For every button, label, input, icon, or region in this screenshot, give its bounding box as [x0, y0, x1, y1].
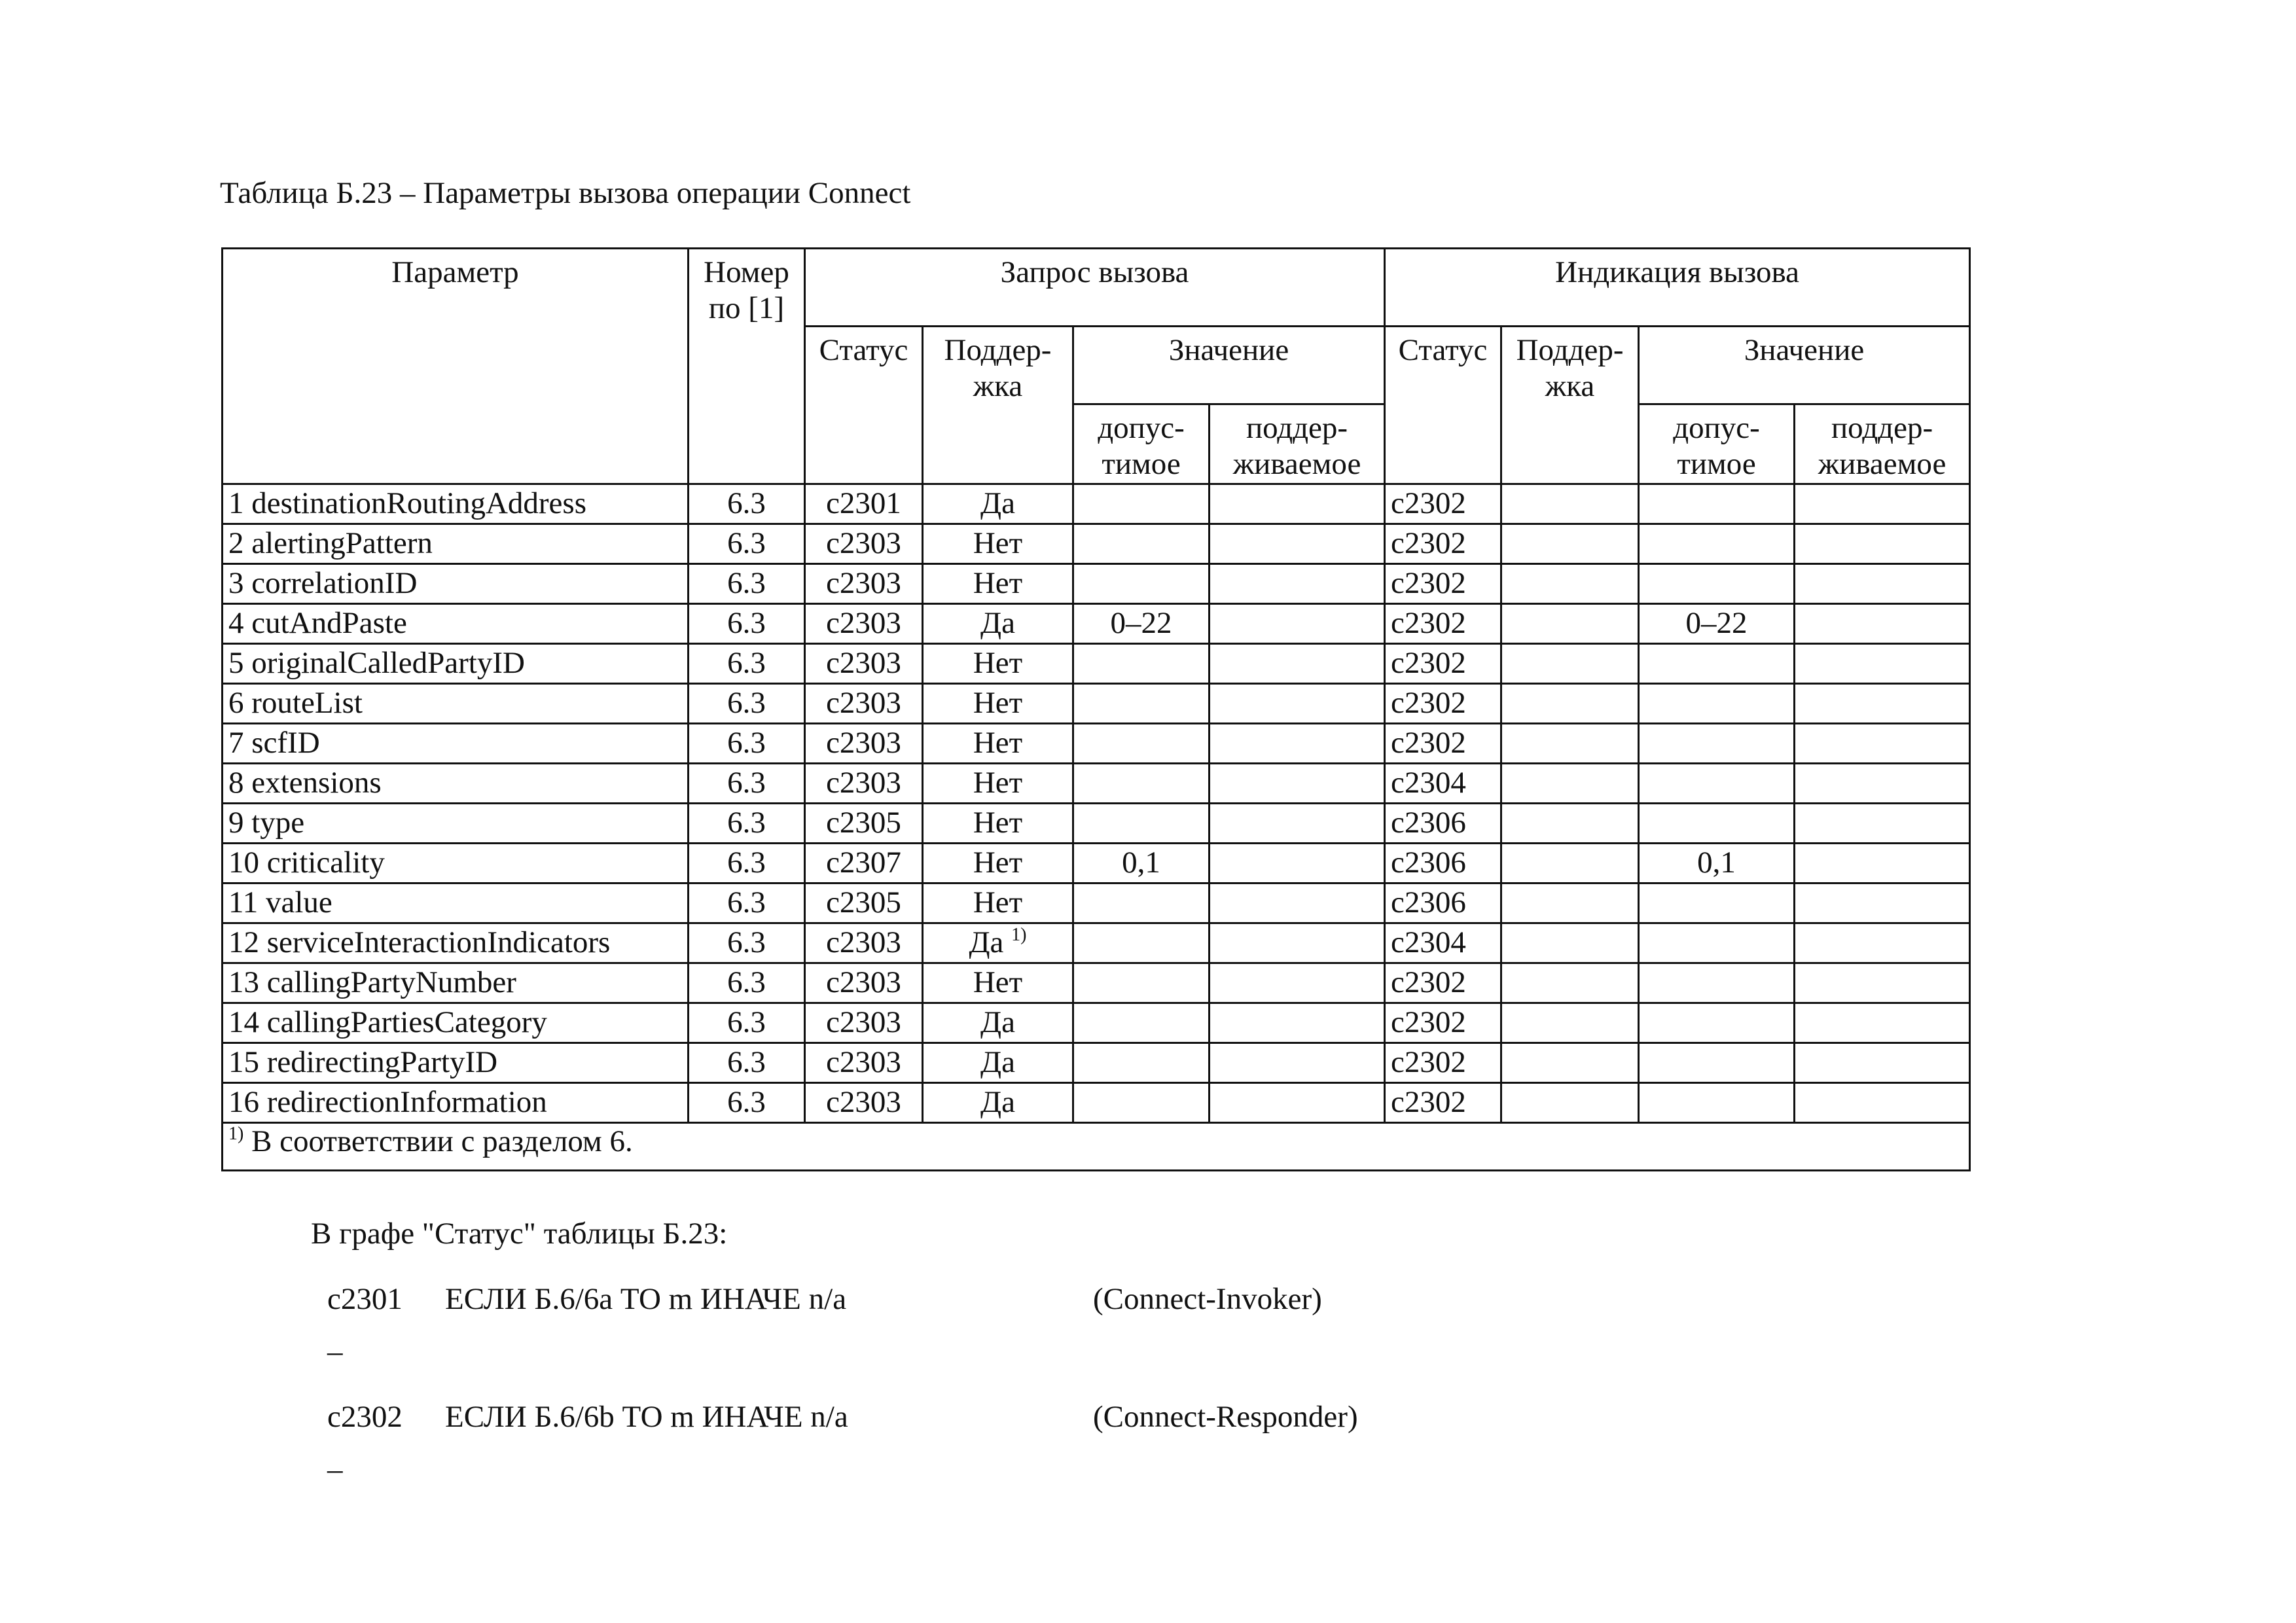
cell-number: [689, 763, 805, 803]
cell-request-status: [805, 643, 923, 683]
cell-request-support: [923, 923, 1073, 963]
cell-request-allowed: [1073, 843, 1210, 883]
cell-request-supported: [1210, 643, 1385, 683]
cell-request-support: [923, 803, 1073, 843]
cell-request-status-text: c2303: [826, 1084, 901, 1119]
cell-request-status: [805, 963, 923, 1003]
table-caption: Таблица Б.23 – Параметры вызова операции Connect: [220, 176, 911, 210]
cell-parameter: [223, 683, 689, 723]
cell-parameter: [223, 803, 689, 843]
cell-request-support-text: Нет: [973, 565, 1023, 600]
cell-request-allowed-text: 0,1: [1122, 845, 1160, 880]
cell-number-text: 6.3: [727, 526, 766, 560]
parameters-table: [221, 247, 1971, 1171]
cell-indication-status-text: c2302: [1391, 965, 1466, 999]
note-dash-mark: –: [327, 1334, 343, 1368]
cell-request-status-text: c2307: [826, 845, 901, 880]
cell-indication-status-text: c2302: [1391, 605, 1466, 640]
header-request-support: Поддер-жка: [923, 327, 1073, 484]
cell-number-text: 6.3: [727, 725, 766, 760]
cell-number: [689, 603, 805, 643]
cell-indication-support: [1501, 1043, 1639, 1082]
cell-indication-allowed: [1639, 563, 1795, 603]
cell-indication-supported: [1795, 643, 1970, 683]
note-condition: ЕСЛИ Б.6/6b ТО m ИНАЧЕ n/a: [445, 1400, 848, 1434]
cell-indication-status-text: c2302: [1391, 1044, 1466, 1079]
cell-request-status-text: c2303: [826, 605, 901, 640]
cell-request-status: [805, 484, 923, 524]
cell-indication-allowed: [1639, 763, 1795, 803]
cell-parameter: [223, 763, 689, 803]
cell-parameter: [223, 563, 689, 603]
cell-number: [689, 1043, 805, 1082]
cell-indication-supported: [1795, 484, 1970, 524]
cell-request-status: [805, 1082, 923, 1122]
cell-indication-support: [1501, 603, 1639, 643]
header-number: Номер по [1]: [689, 249, 805, 484]
cell-indication-supported: [1795, 1082, 1970, 1122]
cell-indication-supported: [1795, 524, 1970, 563]
notes-title: В графе "Статус" таблицы Б.23:: [311, 1217, 728, 1251]
header-indication-value: Значение: [1639, 327, 1970, 404]
cell-parameter-text: 1 destinationRoutingAddress: [228, 486, 586, 520]
cell-number-text: 6.3: [727, 645, 766, 680]
cell-request-supported: [1210, 723, 1385, 763]
footnote-text: В соответствии с разделом 6.: [251, 1124, 633, 1158]
cell-indication-allowed-text: 0,1: [1697, 845, 1736, 880]
cell-request-support-text: Нет: [973, 765, 1023, 800]
cell-request-supported: [1210, 1082, 1385, 1122]
table-row: [223, 484, 1970, 524]
cell-indication-supported: [1795, 603, 1970, 643]
cell-indication-support: [1501, 723, 1639, 763]
header-request-status: Статус: [805, 327, 923, 484]
cell-request-allowed: [1073, 484, 1210, 524]
cell-request-allowed: [1073, 883, 1210, 923]
table-row: [223, 1043, 1970, 1082]
cell-request-support-text: Нет: [973, 725, 1023, 760]
status-notes: [311, 1216, 1358, 1486]
cell-indication-supported: [1795, 803, 1970, 843]
cell-parameter-text: 2 alertingPattern: [228, 526, 433, 560]
cell-indication-allowed: [1639, 803, 1795, 843]
cell-indication-status-text: c2302: [1391, 1084, 1466, 1119]
table-row: [223, 603, 1970, 643]
cell-parameter: [223, 603, 689, 643]
cell-number-text: 6.3: [727, 1084, 766, 1119]
cell-request-support: [923, 963, 1073, 1003]
cell-number: [689, 1003, 805, 1043]
cell-indication-support: [1501, 923, 1639, 963]
cell-request-support-text: Да: [980, 1005, 1015, 1039]
cell-number: [689, 643, 805, 683]
cell-number-text: 6.3: [727, 805, 766, 840]
cell-request-support: [923, 883, 1073, 923]
cell-indication-status: [1385, 843, 1501, 883]
support-footnote-mark: 1): [1011, 924, 1027, 945]
table-row: [223, 723, 1970, 763]
cell-number-text: 6.3: [727, 845, 766, 880]
cell-request-status: [805, 603, 923, 643]
cell-indication-allowed: [1639, 1082, 1795, 1122]
cell-indication-allowed: [1639, 923, 1795, 963]
cell-request-allowed: [1073, 643, 1210, 683]
cell-number: [689, 803, 805, 843]
cell-indication-status-text: c2304: [1391, 925, 1466, 959]
table-row: [223, 643, 1970, 683]
cell-request-status-text: c2303: [826, 645, 901, 680]
cell-request-status: [805, 723, 923, 763]
cell-indication-status: [1385, 603, 1501, 643]
cell-indication-allowed: [1639, 1003, 1795, 1043]
cell-parameter-text: 4 cutAndPaste: [228, 605, 407, 640]
cell-request-support: [923, 603, 1073, 643]
cell-number-text: 6.3: [727, 765, 766, 800]
cell-indication-allowed: [1639, 484, 1795, 524]
cell-request-status-text: c2305: [826, 885, 901, 919]
cell-parameter: [223, 883, 689, 923]
cell-parameter-text: 16 redirectionInformation: [228, 1084, 547, 1119]
cell-request-support: [923, 643, 1073, 683]
cell-parameter-text: 5 originalCalledPartyID: [228, 645, 525, 680]
table-row: [223, 963, 1970, 1003]
cell-indication-support: [1501, 963, 1639, 1003]
cell-indication-supported: [1795, 563, 1970, 603]
cell-indication-supported: [1795, 1003, 1970, 1043]
cell-parameter-text: 8 extensions: [228, 765, 382, 800]
cell-request-support-text: Нет: [973, 685, 1023, 720]
cell-request-status: [805, 763, 923, 803]
cell-indication-supported: [1795, 923, 1970, 963]
cell-indication-status: [1385, 923, 1501, 963]
cell-indication-status: [1385, 763, 1501, 803]
cell-number-text: 6.3: [727, 925, 766, 959]
cell-request-support-text: Да: [969, 925, 1004, 959]
cell-indication-status: [1385, 1003, 1501, 1043]
cell-indication-support: [1501, 1082, 1639, 1122]
cell-number: [689, 484, 805, 524]
table-row: [223, 1003, 1970, 1043]
header-indication: Индикация вызова: [1385, 249, 1970, 327]
cell-indication-status: [1385, 1082, 1501, 1122]
header-request: Запрос вызова: [805, 249, 1385, 327]
cell-indication-status-text: c2304: [1391, 765, 1466, 800]
cell-request-status: [805, 923, 923, 963]
cell-indication-status-text: c2302: [1391, 486, 1466, 520]
cell-request-status-text: c2303: [826, 925, 901, 959]
cell-indication-allowed: [1639, 683, 1795, 723]
cell-parameter: [223, 843, 689, 883]
cell-number-text: 6.3: [727, 605, 766, 640]
cell-parameter: [223, 643, 689, 683]
table-row: [223, 683, 1970, 723]
cell-parameter-text: 6 routeList: [228, 685, 363, 720]
cell-request-support: [923, 843, 1073, 883]
cell-indication-allowed-text: 0–22: [1685, 605, 1748, 640]
cell-parameter: [223, 1082, 689, 1122]
cell-indication-status-text: c2302: [1391, 645, 1466, 680]
cell-indication-supported: [1795, 883, 1970, 923]
cell-indication-support: [1501, 563, 1639, 603]
cell-indication-support: [1501, 643, 1639, 683]
cell-request-support: [923, 484, 1073, 524]
cell-number-text: 6.3: [727, 1005, 766, 1039]
cell-indication-support: [1501, 683, 1639, 723]
cell-parameter-text: 10 criticality: [228, 845, 385, 880]
cell-request-support-text: Да: [980, 1084, 1015, 1119]
cell-indication-status: [1385, 963, 1501, 1003]
cell-number-text: 6.3: [727, 885, 766, 919]
cell-parameter-text: 12 serviceInteractionIndicators: [228, 925, 611, 959]
cell-indication-allowed: [1639, 643, 1795, 683]
cell-request-status-text: c2303: [826, 1005, 901, 1039]
cell-request-support-text: Нет: [973, 805, 1023, 840]
cell-indication-status: [1385, 723, 1501, 763]
cell-request-status: [805, 524, 923, 563]
cell-indication-allowed: [1639, 1043, 1795, 1082]
cell-indication-supported: [1795, 683, 1970, 723]
cell-request-allowed: [1073, 723, 1210, 763]
cell-indication-support: [1501, 763, 1639, 803]
cell-request-support: [923, 524, 1073, 563]
cell-request-supported: [1210, 803, 1385, 843]
header-parameter: Параметр: [223, 249, 689, 484]
cell-request-allowed: [1073, 524, 1210, 563]
cell-request-status-text: c2303: [826, 1044, 901, 1079]
cell-request-allowed: [1073, 1082, 1210, 1122]
cell-request-supported: [1210, 524, 1385, 563]
cell-indication-status: [1385, 1043, 1501, 1082]
cell-number: [689, 963, 805, 1003]
cell-request-status-text: c2301: [826, 486, 901, 520]
cell-indication-supported: [1795, 843, 1970, 883]
cell-request-status: [805, 803, 923, 843]
cell-request-status-text: c2303: [826, 765, 901, 800]
cell-request-allowed: [1073, 1003, 1210, 1043]
cell-parameter-text: 14 callingPartiesCategory: [228, 1005, 547, 1039]
cell-request-status-text: c2303: [826, 565, 901, 600]
cell-request-allowed: [1073, 963, 1210, 1003]
cell-indication-supported: [1795, 763, 1970, 803]
cell-request-allowed: [1073, 1043, 1210, 1082]
cell-number: [689, 843, 805, 883]
cell-request-status-text: c2303: [826, 526, 901, 560]
cell-request-support-text: Да: [980, 1044, 1015, 1079]
note-code: c2302: [327, 1400, 403, 1434]
cell-parameter-text: 11 value: [228, 885, 332, 919]
cell-parameter: [223, 1003, 689, 1043]
header-request-allowed: допус-тимое: [1073, 404, 1210, 484]
cell-parameter: [223, 524, 689, 563]
cell-request-allowed: [1073, 683, 1210, 723]
cell-request-support: [923, 1003, 1073, 1043]
footnote-mark: 1): [228, 1123, 244, 1144]
cell-indication-status-text: c2302: [1391, 565, 1466, 600]
cell-parameter: [223, 484, 689, 524]
note-condition: ЕСЛИ Б.6/6a ТО m ИНАЧЕ n/a: [445, 1282, 847, 1316]
cell-indication-allowed: [1639, 883, 1795, 923]
cell-number: [689, 683, 805, 723]
cell-indication-status: [1385, 683, 1501, 723]
cell-number-text: 6.3: [727, 965, 766, 999]
header-request-supported: поддер-живаемое: [1210, 404, 1385, 484]
cell-number: [689, 1082, 805, 1122]
cell-request-status: [805, 843, 923, 883]
cell-request-supported: [1210, 923, 1385, 963]
cell-indication-supported: [1795, 723, 1970, 763]
cell-request-supported: [1210, 563, 1385, 603]
cell-parameter-text: 3 correlationID: [228, 565, 418, 600]
cell-request-status: [805, 1003, 923, 1043]
cell-request-support-text: Да: [980, 605, 1015, 640]
cell-indication-status-text: c2306: [1391, 885, 1466, 919]
cell-indication-supported: [1795, 1043, 1970, 1082]
cell-request-status-text: c2303: [826, 965, 901, 999]
cell-request-supported: [1210, 763, 1385, 803]
cell-indication-allowed: [1639, 963, 1795, 1003]
cell-number: [689, 923, 805, 963]
header-request-value: Значение: [1073, 327, 1385, 404]
cell-number-text: 6.3: [727, 565, 766, 600]
cell-indication-support: [1501, 843, 1639, 883]
cell-indication-status-text: c2302: [1391, 526, 1466, 560]
cell-request-allowed: [1073, 923, 1210, 963]
cell-indication-allowed: [1639, 723, 1795, 763]
cell-number: [689, 563, 805, 603]
cell-request-supported: [1210, 484, 1385, 524]
cell-number-text: 6.3: [727, 486, 766, 520]
cell-indication-support: [1501, 484, 1639, 524]
cell-indication-support: [1501, 1003, 1639, 1043]
table-row: [223, 883, 1970, 923]
cell-number: [689, 723, 805, 763]
cell-indication-allowed: [1639, 603, 1795, 643]
cell-parameter: [223, 1043, 689, 1082]
cell-indication-support: [1501, 883, 1639, 923]
cell-indication-status-text: c2302: [1391, 725, 1466, 760]
cell-request-allowed: [1073, 563, 1210, 603]
cell-indication-status: [1385, 524, 1501, 563]
cell-request-status: [805, 563, 923, 603]
note-code: c2301: [327, 1282, 403, 1316]
cell-request-support-text: Нет: [973, 845, 1023, 880]
cell-parameter-text: 13 callingPartyNumber: [228, 965, 516, 999]
cell-request-support: [923, 1043, 1073, 1082]
table-row: [223, 763, 1970, 803]
cell-request-support: [923, 683, 1073, 723]
table-row: [223, 803, 1970, 843]
header-indication-support: Поддер-жка: [1501, 327, 1639, 484]
cell-request-status: [805, 883, 923, 923]
table-row: [223, 923, 1970, 963]
cell-number: [689, 524, 805, 563]
cell-request-supported: [1210, 843, 1385, 883]
note-dash-mark: –: [327, 1452, 343, 1486]
cell-number: [689, 883, 805, 923]
header-indication-status: Статус: [1385, 327, 1501, 484]
cell-request-support-text: Нет: [973, 885, 1023, 919]
table-body: [223, 484, 1970, 1122]
cell-request-support-text: Нет: [973, 645, 1023, 680]
cell-request-status-text: c2303: [826, 725, 901, 760]
cell-request-support: [923, 723, 1073, 763]
cell-indication-status: [1385, 883, 1501, 923]
cell-request-support: [923, 763, 1073, 803]
table-row: [223, 1082, 1970, 1122]
table-row: [223, 563, 1970, 603]
cell-request-support: [923, 1082, 1073, 1122]
cell-request-support-text: Да: [980, 486, 1015, 520]
cell-number-text: 6.3: [727, 685, 766, 720]
note-role: (Connect-Invoker): [1093, 1282, 1322, 1316]
cell-indication-status: [1385, 563, 1501, 603]
cell-indication-status-text: c2306: [1391, 805, 1466, 840]
table-row: [223, 843, 1970, 883]
cell-request-allowed: [1073, 803, 1210, 843]
cell-parameter-text: 15 redirectingPartyID: [228, 1044, 498, 1079]
header-indication-allowed: допус-тимое: [1639, 404, 1795, 484]
cell-request-status: [805, 683, 923, 723]
cell-request-supported: [1210, 683, 1385, 723]
cell-indication-support: [1501, 803, 1639, 843]
cell-request-status: [805, 1043, 923, 1082]
cell-indication-allowed: [1639, 524, 1795, 563]
cell-request-supported: [1210, 963, 1385, 1003]
header-indication-supported: поддер-живаемое: [1795, 404, 1970, 484]
cell-request-allowed: [1073, 763, 1210, 803]
cell-indication-supported: [1795, 963, 1970, 1003]
cell-parameter: [223, 923, 689, 963]
note-role: (Connect-Responder): [1093, 1400, 1358, 1434]
cell-number-text: 6.3: [727, 1044, 766, 1079]
table-row: [223, 524, 1970, 563]
cell-indication-allowed: [1639, 843, 1795, 883]
cell-request-supported: [1210, 883, 1385, 923]
cell-request-status-text: c2303: [826, 685, 901, 720]
cell-indication-status-text: c2302: [1391, 685, 1466, 720]
cell-parameter: [223, 723, 689, 763]
cell-request-support-text: Нет: [973, 526, 1023, 560]
cell-parameter-text: 9 type: [228, 805, 305, 840]
cell-request-supported: [1210, 1003, 1385, 1043]
cell-request-support: [923, 563, 1073, 603]
cell-parameter-text: 7 scfID: [228, 725, 320, 760]
cell-indication-status-text: c2306: [1391, 845, 1466, 880]
cell-request-allowed: [1073, 603, 1210, 643]
cell-request-status-text: c2305: [826, 805, 901, 840]
cell-request-supported: [1210, 603, 1385, 643]
cell-indication-status: [1385, 643, 1501, 683]
cell-indication-status: [1385, 803, 1501, 843]
cell-parameter: [223, 963, 689, 1003]
table-footnote: [223, 1122, 1970, 1170]
cell-indication-status-text: c2302: [1391, 1005, 1466, 1039]
cell-request-allowed-text: 0–22: [1110, 605, 1172, 640]
cell-request-supported: [1210, 1043, 1385, 1082]
cell-indication-support: [1501, 524, 1639, 563]
cell-request-support-text: Нет: [973, 965, 1023, 999]
cell-indication-status: [1385, 484, 1501, 524]
